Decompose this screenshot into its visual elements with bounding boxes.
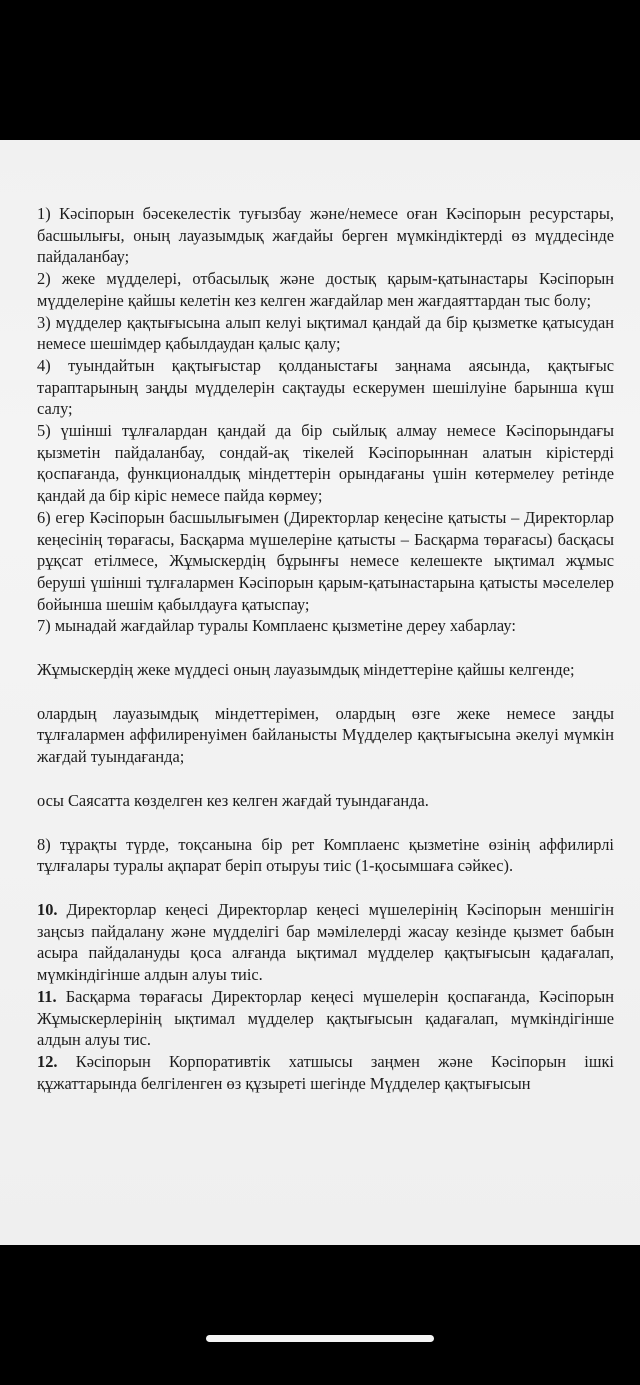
spacer xyxy=(37,877,614,899)
spacer xyxy=(37,768,614,790)
spacer xyxy=(37,681,614,703)
spacer xyxy=(37,812,614,834)
subitem-1: Жұмыскердің жеке мүддесі оның лауазымдық міндеттеріне қайшы келгенде; xyxy=(37,660,575,680)
clause-number: 12. xyxy=(37,1051,58,1071)
paragraph-item-1: 1) Кәсіпорын бәсекелестік туғызбау және/немесе оған Кәсіпорын ресурстары, басшылығы, оның лауазымдық жағдайы берген мүмкіндіктерді өз мүддесінде пайдаланбау; xyxy=(37,204,614,267)
paragraph-item-7: 7) мынадай жағдайлар туралы Комплаенс қызметіне дереу хабарлау: xyxy=(37,616,516,636)
document-page xyxy=(0,140,640,1245)
clause-12 xyxy=(37,1051,614,1094)
clause-number: 10. xyxy=(37,899,58,919)
paragraph-item-6: 6) егер Кәсіпорын басшылығымен (Директорлар кеңесіне қатысты – Директорлар кеңесінің төрағасы, Басқарма мүшелеріне қатысты – Басқарма төрағасы) басқасы рұқсат етілмесе, Жұмыскердің бұрынғы немесе келешекте ықтимал жұмыс беруші үшінші тұлғалармен Кәсіпорын қарым-қатынастарына қатысты мәселелер бойынша шешім қабылдауға қатыспау; xyxy=(37,507,614,614)
clause-text: Басқарма төрағасы Директорлар кеңесі мүшелерін қоспағанда, Кәсіпорын Жұмыскерлерінің ықтимал мүдделер қақтығысын қадағалап, мүмкіндігінше алдын алуы тис. xyxy=(37,986,614,1050)
clause-10 xyxy=(37,899,614,986)
clause-text: Директорлар кеңесі Директорлар кеңесі мүшелерінің Кәсіпорын меншігін заңсыз пайдалану және мүдделігі бар мәмілелерді жасау кезінде қызмет бабын асыра пайдалануды қоса алғанда ықтимал мүдделер қақтығысын қадағалап, мүмкіндігінше алдын алуы тиіс. xyxy=(37,899,614,985)
clause-text: Кәсіпорын Корпоративтік хатшысы заңмен және Кәсіпорын ішкі құжаттарында белгіленген өз құзыреті шегінде Мүдделер қақтығысын xyxy=(37,1051,614,1093)
spacer xyxy=(37,637,614,659)
subitem-3: осы Саясатта көзделген кез келген жағдай туындағанда. xyxy=(37,790,429,810)
home-indicator[interactable] xyxy=(206,1335,434,1342)
paragraph-item-8: 8) тұрақты түрде, тоқсанына бір рет Комплаенс қызметіне өзінің аффилирлі тұлғалары туралы ақпарат беріп отыруы тиіс (1-қосымшаға сәйкес). xyxy=(37,834,614,876)
paragraph-item-2: 2) жеке мүдделері, отбасылық және достық қарым-қатынастары Кәсіпорын мүдделеріне қайшы келетін кез келген жағдайлар мен жағдаяттардан тыс болу; xyxy=(37,269,614,310)
paragraph-item-5: 5) үшінші тұлғалардан қандай да бір сыйлық алмау немесе Кәсіпорындағы қызметін пайдаланбау, сондай-ақ тікелей Кәсіпорыннан алатын кірістерді қоспағанда, функционалдық міндеттерін орындағаны үшін көтермелеу ретінде қандай да бір кіріс немесе пайда көрмеу; xyxy=(37,421,614,506)
subitem-2: олардың лауазымдық міндеттерімен, олардың өзге жеке немесе заңды тұлғалармен аффилиренуімен байланысты Мүдделер қақтығысына әкелуі мүмкін жағдай туындағанда; xyxy=(37,703,614,767)
paragraph-item-3: 3) мүдделер қақтығысына алып келуі ықтимал қандай да бір қызметке қатысудан немесе шешімдер қабылдаудан қалыс қалу; xyxy=(37,312,614,354)
clause-11 xyxy=(37,986,614,1051)
paragraph-item-4: 4) туындайтын қақтығыстар қолданыстағы заңнама аясында, қақтығыс тараптарының заңды мүдделерін сақтауды ескерумен шешілуіне барынша күш салу; xyxy=(37,355,614,419)
clause-number: 11. xyxy=(37,986,57,1006)
